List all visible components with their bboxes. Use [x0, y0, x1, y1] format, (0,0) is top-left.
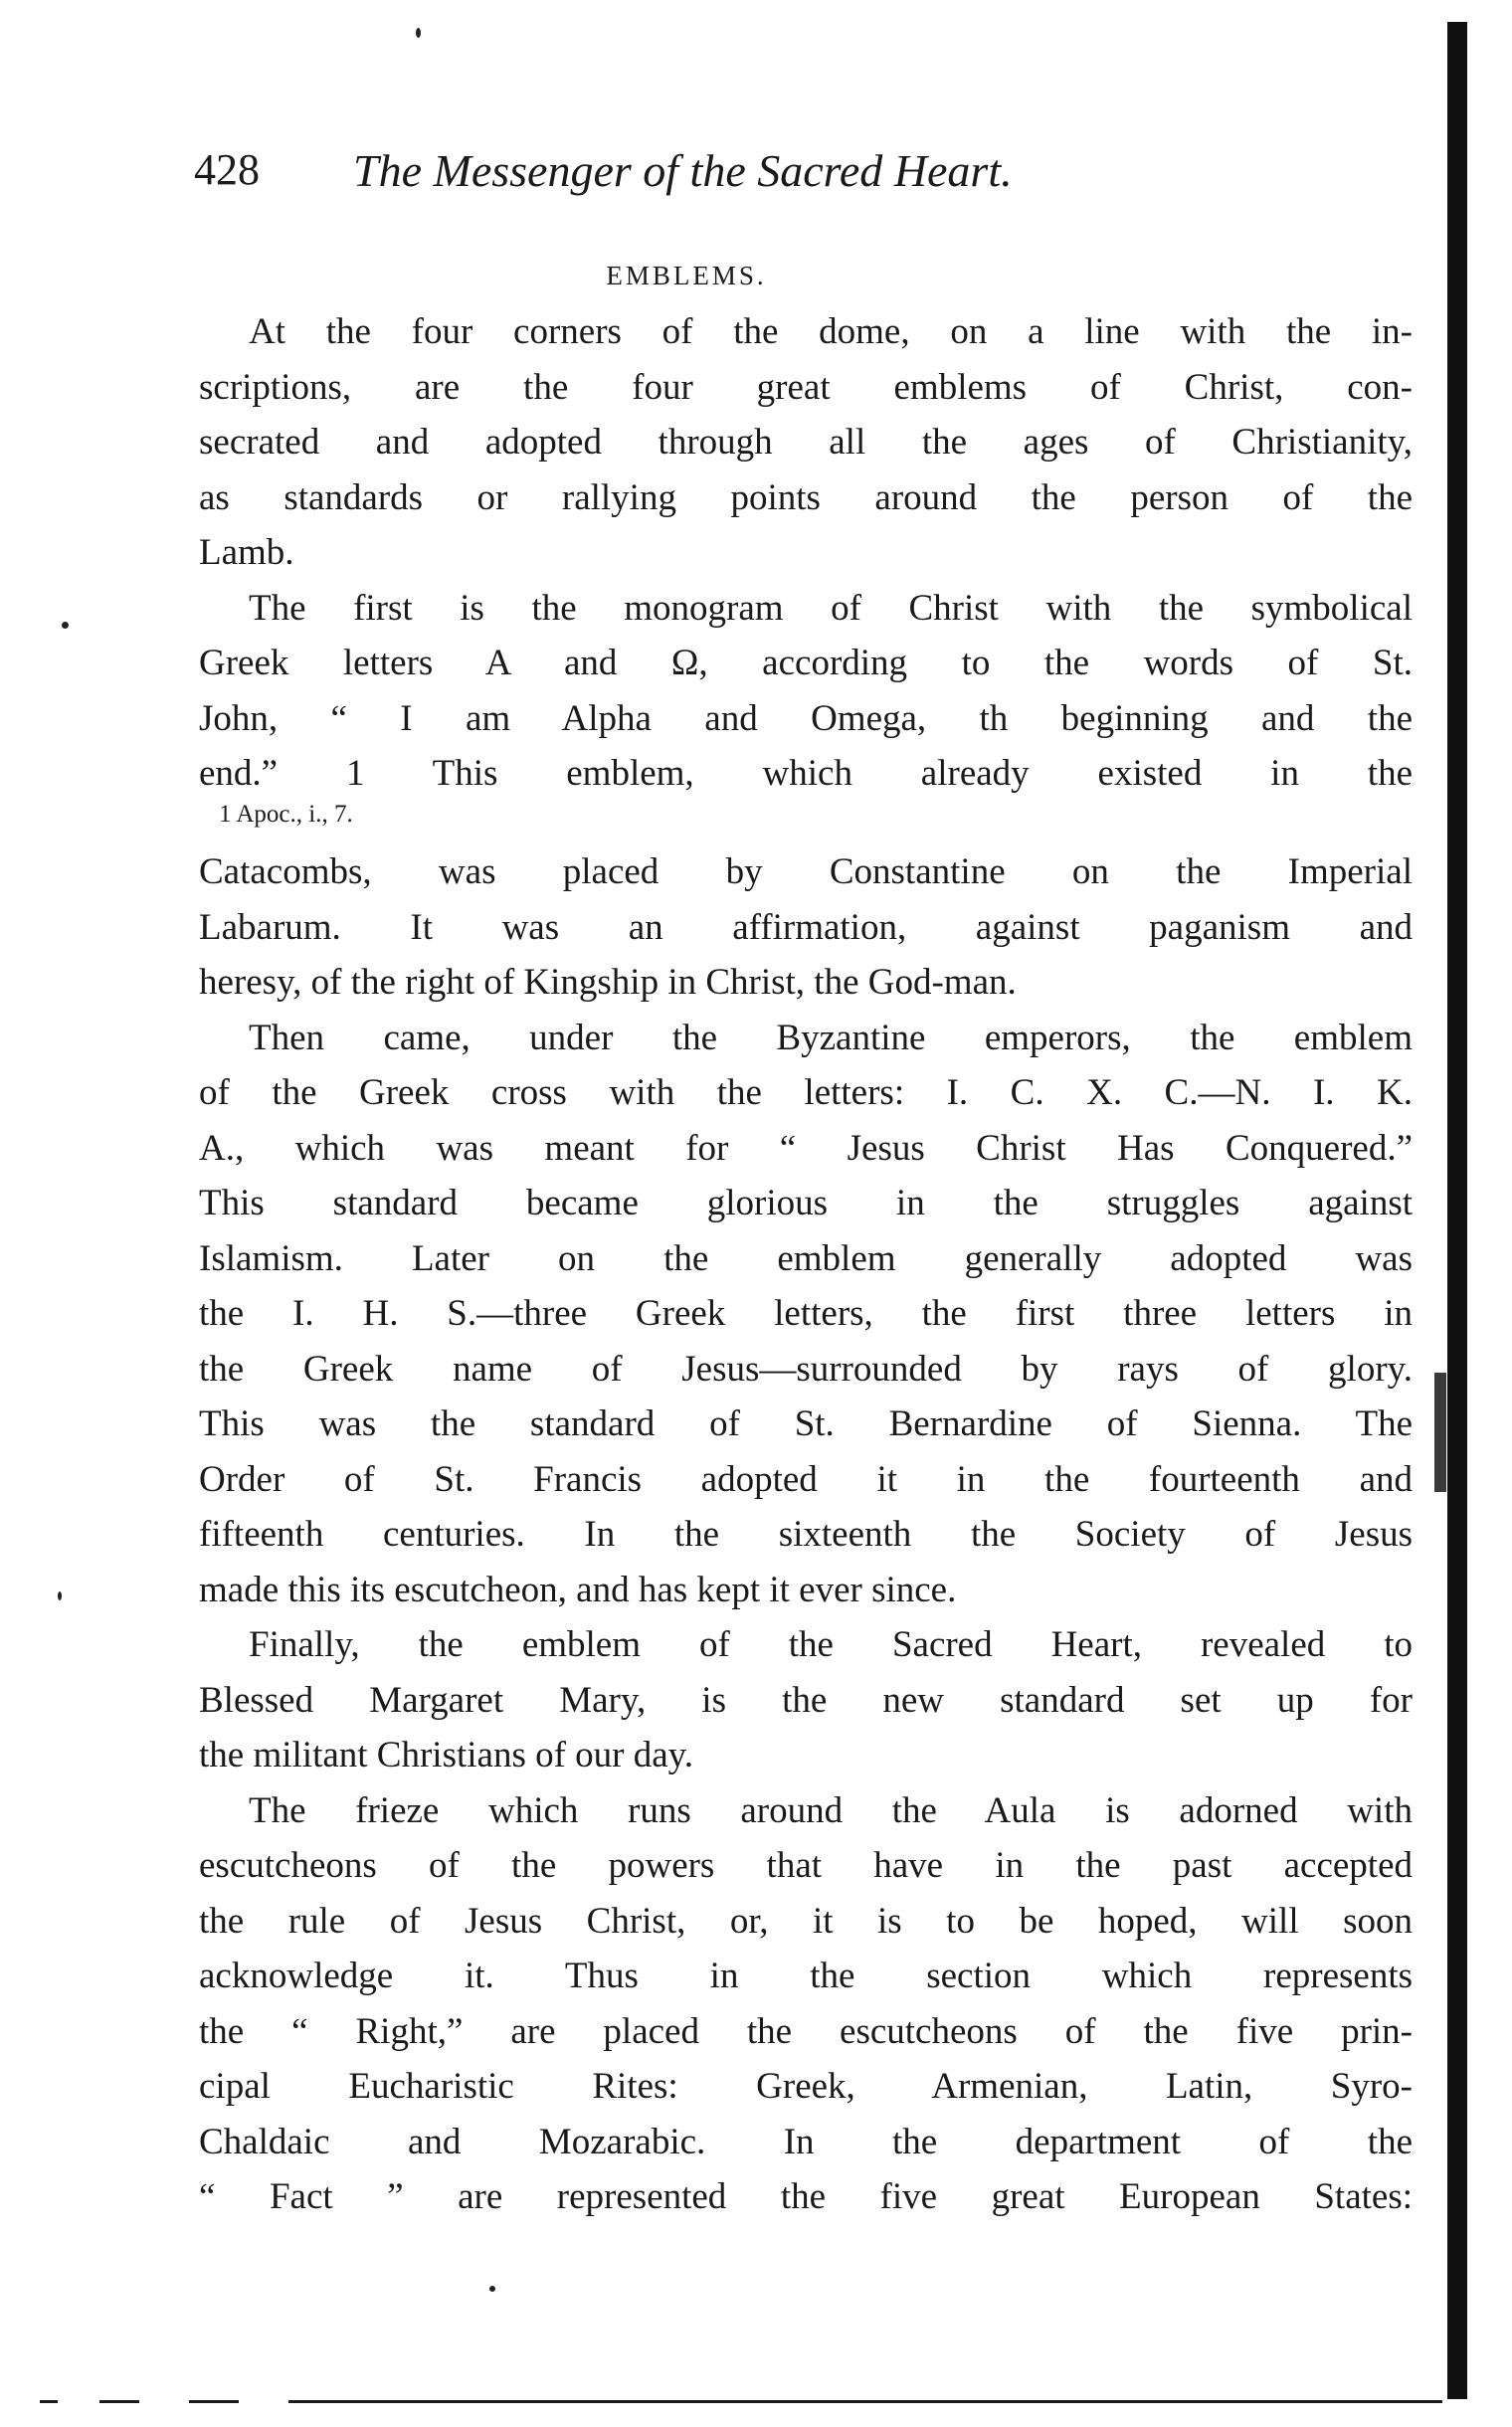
text-line: escutcheons of the powers that have in the past accepted	[199, 1845, 1413, 1886]
text-line: fifteenth centuries. In the sixteenth the Society of Jesus	[199, 1514, 1413, 1555]
text-line: At the four corners of the dome, on a line with the in-	[249, 311, 1413, 352]
ink-speck	[58, 1591, 62, 1600]
ink-speck	[489, 2286, 495, 2292]
spine-edge-shadow	[1434, 1373, 1446, 1492]
bottom-rule-segment	[189, 2400, 239, 2403]
text-line: the “ Right,” are placed the escutcheons of the five prin-	[199, 2010, 1413, 2052]
ink-speck	[62, 622, 69, 629]
text-line: Islamism. Later on the emblem generally adopted was	[199, 1237, 1413, 1279]
text-line: Finally, the emblem of the Sacred Heart, revealed to	[249, 1624, 1413, 1665]
text-line: heresy, of the right of Kingship in Christ, the God-man.	[199, 962, 1017, 1003]
text-line: as standards or rallying points around the person of the	[199, 476, 1413, 518]
text-line: Labarum. It was an affirmation, against paganism and	[199, 906, 1413, 948]
text-line: Greek letters A and Ω, according to the words of St.	[199, 643, 1413, 683]
page-number: 428	[194, 145, 260, 194]
running-title: The Messenger of the Sacred Heart.	[353, 145, 1013, 196]
text-line: cipal Eucharistic Rites: Greek, Armenian, Latin, Syro-	[199, 2066, 1413, 2107]
section-title: EMBLEMS.	[606, 261, 767, 290]
text-line: Chaldaic and Mozarabic. In the department of the	[199, 2121, 1413, 2162]
bottom-rule-segment	[99, 2400, 139, 2403]
text-line: The first is the monogram of Christ with the symbolical	[249, 587, 1413, 629]
bottom-rule-segment	[40, 2400, 58, 2403]
text-line: secrated and adopted through all the ages of Christianity,	[199, 422, 1413, 463]
text-line: Catacombs, was placed by Constantine on the Imperial	[199, 851, 1413, 892]
footnote: 1 Apoc., i., 7.	[219, 801, 353, 828]
text-line: made this its escutcheon, and has kept it ever since.	[199, 1569, 957, 1610]
text-line: Then came, under the Byzantine emperors, the emblem	[249, 1017, 1413, 1058]
text-line: the militant Christians of our day.	[199, 1735, 694, 1775]
text-line: the I. H. S.—three Greek letters, the first three letters in	[199, 1293, 1413, 1334]
text-line: A., which was meant for “ Jesus Christ Has Conquered.”	[199, 1127, 1413, 1169]
text-line: Order of St. Francis adopted it in the fourteenth and	[199, 1458, 1413, 1500]
text-line: of the Greek cross with the letters: I. C. X. C.—N. I. K.	[199, 1072, 1413, 1113]
text-line: the Greek name of Jesus—surrounded by rays of glory.	[199, 1348, 1413, 1390]
text-line: “ Fact ” are represented the five great European States:	[199, 2176, 1413, 2217]
text-line: the rule of Jesus Christ, or, it is to be hoped, will soon	[199, 1900, 1413, 1942]
text-line: This was the standard of St. Bernardine of Sienna. The	[199, 1403, 1413, 1444]
text-line: Blessed Margaret Mary, is the new standard set up for	[199, 1679, 1413, 1721]
text-line: This standard became glorious in the struggles against	[199, 1183, 1413, 1223]
bottom-rule	[288, 2400, 1442, 2403]
text-line: The frieze which runs around the Aula is adorned with	[249, 1789, 1413, 1831]
book-spine-shadow	[1447, 22, 1467, 2399]
text-line: end.” 1 This emblem, which already existed in the	[199, 753, 1413, 794]
text-line: scriptions, are the four great emblems of Christ, con-	[199, 366, 1413, 408]
text-line: John, “ I am Alpha and Omega, th beginning and the	[199, 697, 1413, 739]
text-line: acknowledge it. Thus in the section which represents	[199, 1956, 1413, 1996]
ink-speck	[416, 28, 421, 38]
page-header	[194, 144, 1268, 214]
text-line: Lamb.	[199, 532, 294, 573]
